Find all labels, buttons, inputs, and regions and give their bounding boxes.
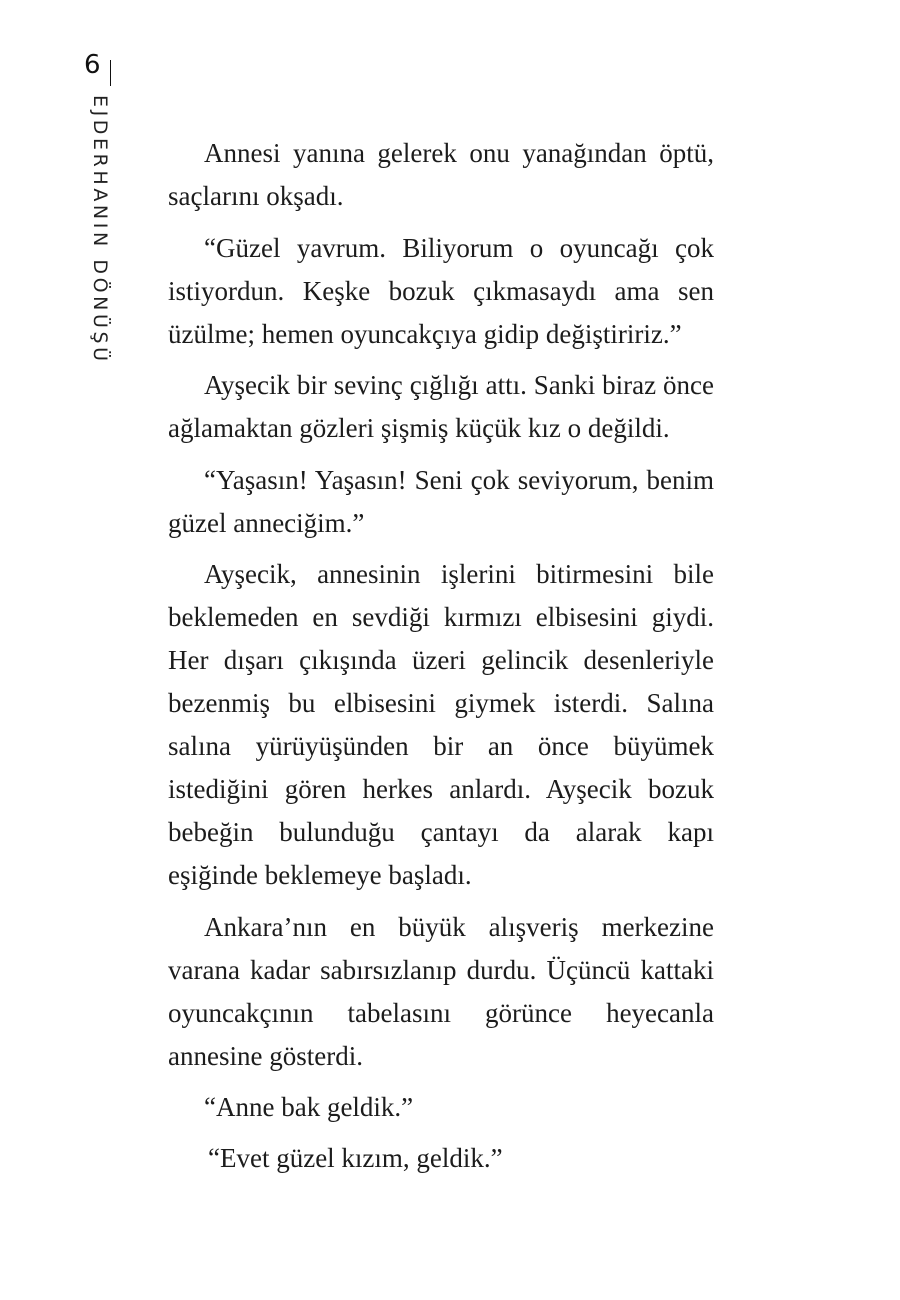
- paragraph: “Anne bak geldik.”: [204, 1092, 414, 1122]
- body-text: [168, 132, 714, 1189]
- paragraph: Ankara’nın en büyük alışveriş merkezine varana kadar sabırsızlanıp durdu. Üçüncü kattaki oyuncakçının tabelasını görünce heyecanla annesine gösterdi.: [168, 911, 714, 1071]
- paragraph: “Evet güzel kızım, geldik.”: [208, 1143, 503, 1173]
- running-head-text: EJDERHANIN DÖNÜŞÜ: [89, 95, 111, 365]
- page-number-divider: [110, 60, 111, 86]
- paragraph: Annesi yanına gelerek onu yanağından öptü, saçlarını okşadı.: [168, 138, 714, 211]
- paragraph: Ayşecik bir sevinç çığlığı attı. Sanki biraz önce ağlamaktan gözleri şişmiş küçük kız o değildi.: [168, 370, 714, 443]
- page-number: 6: [84, 50, 101, 80]
- paragraph: “Yaşasın! Yaşasın! Seni çok seviyorum, benim güzel anneciğim.”: [168, 464, 714, 538]
- paragraph: “Güzel yavrum. Biliyorum o oyuncağı çok istiyordun. Keşke bozuk çıkmasaydı ama sen üzülme; hemen oyuncakçıya gidip değiştiririz.”: [168, 232, 714, 349]
- paragraph: Ayşecik, annesinin işlerini bitirmesini bile beklemeden en sevdiği kırmızı elbisesini giydi. Her dışarı çıkışında üzeri gelincik desenleriyle bezenmiş bu elbisesini giymek isterdi. Salına salına yürüyüşünden bir an önce büyümek istediğini gören herkes anlardı. Ayşecik bozuk bebeğin bulunduğu çantayı da alarak kapı eşiğinde beklemeye başladı.: [168, 559, 714, 890]
